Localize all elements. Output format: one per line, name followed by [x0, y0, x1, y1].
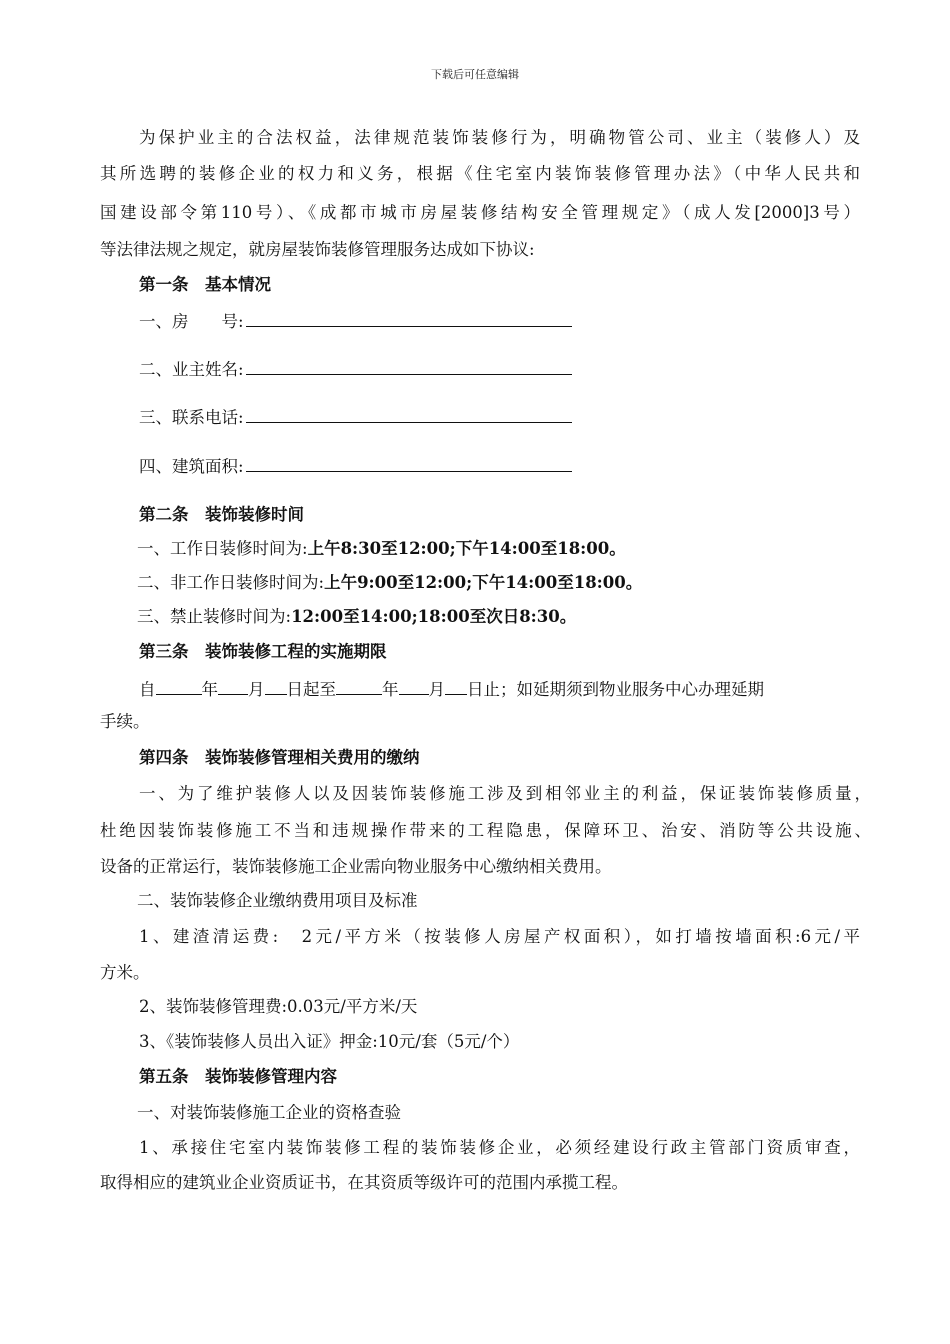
- fee-2: 2、装饰装修管理费:0.03元/平方米/天: [139, 997, 418, 1016]
- period-yue: 月: [248, 680, 265, 699]
- art5-p2-line-2: 取得相应的建筑业企业资质证书，在其资质等级许可的范围内承揽工程。: [100, 1173, 628, 1192]
- time-item-1-value: 上午8:30至12:00;下午14:00至18:00。: [307, 539, 626, 558]
- field-area-blank[interactable]: [246, 455, 572, 472]
- period-yue-2: 月: [428, 680, 445, 699]
- fee-1-line-1: 1、建渣清运费: 2元/平方米（按装修人房屋产权面积），如打墙按墙面积:6元/平: [139, 927, 860, 946]
- article-4-title: 第四条 装饰装修管理相关费用的缴纳: [139, 748, 420, 767]
- article-3-title: 第三条 装饰装修工程的实施期限: [139, 642, 387, 661]
- field-owner-name-label: 二、业主姓名:: [139, 360, 244, 379]
- intro-line-3: 国建设部令第110号）、《成都市城市房屋装修结构安全管理规定》（成人发[2000]3号）: [100, 203, 860, 222]
- time-item-2-label: 二、非工作日装修时间为:: [137, 573, 325, 592]
- fee-1-line-2: 方米。: [100, 963, 150, 982]
- art5-p2-line-1: 1、承接住宅室内装饰装修工程的装饰装修企业，必须经建设行政主管部门资质审查，: [139, 1138, 860, 1157]
- time-item-3: [137, 607, 897, 627]
- intro-line-4: 等法律法规之规定，就房屋装饰装修管理服务达成如下协议:: [100, 240, 535, 259]
- article-1-title: 第一条 基本情况: [139, 275, 271, 294]
- art5-p1: 一、对装饰装修施工企业的资格查验: [137, 1103, 401, 1122]
- article-5-title: 第五条 装饰装修管理内容: [139, 1067, 337, 1086]
- start-day-blank[interactable]: [265, 678, 287, 695]
- field-phone-blank[interactable]: [246, 406, 572, 423]
- fee-3: 3、《装饰装修人员出入证》押金:10元/套（5元/个）: [139, 1032, 520, 1051]
- art4-p1-line-1: 一、为了维护装修人以及因装饰装修施工涉及到相邻业主的利益，保证装饰装修质量，: [139, 784, 871, 803]
- field-room-number: [139, 310, 899, 332]
- period-line-2: 手续。: [100, 712, 150, 731]
- intro-line-2: 其所选聘的装修企业的权力和义务，根据《住宅室内装饰装修管理办法》（中华人民共和: [100, 164, 860, 183]
- field-phone: [139, 406, 899, 428]
- period-nian-2: 年: [382, 680, 399, 699]
- intro-line-1: 为保护业主的合法权益，法律规范装饰装修行为，明确物管公司、业主（装修人）及: [139, 128, 860, 147]
- time-item-2: [137, 573, 897, 593]
- time-item-3-value: 12:00至14:00;18:00至次日8:30。: [291, 607, 577, 626]
- time-item-2-value: 上午9:00至12:00;下午14:00至18:00。: [324, 573, 643, 592]
- time-item-3-label: 三、禁止装修时间为:: [137, 607, 292, 626]
- period-ri-from: 日起至: [286, 680, 336, 699]
- art4-p1-line-3: 设备的正常运行，装饰装修施工企业需向物业服务中心缴纳相关费用。: [100, 857, 612, 876]
- art4-p2: 二、装饰装修企业缴纳费用项目及标准: [137, 891, 418, 910]
- field-area: [139, 455, 899, 477]
- field-area-label: 四、建筑面积:: [139, 457, 244, 476]
- field-room-number-label: 一、房 号:: [139, 312, 244, 331]
- time-item-1-label: 一、工作日装修时间为:: [137, 539, 308, 558]
- field-phone-label: 三、联系电话:: [139, 408, 244, 427]
- start-month-blank[interactable]: [218, 678, 248, 695]
- period-rest: 日止；如延期须到物业服务中心办理延期: [467, 680, 764, 699]
- period-zi: 自: [139, 680, 156, 699]
- field-owner-name-blank[interactable]: [246, 358, 572, 375]
- period-line: [139, 678, 860, 700]
- art4-p1-line-2: 杜绝因装饰装修施工不当和违规操作带来的工程隐患，保障环卫、治安、消防等公共设施、: [100, 821, 871, 840]
- end-month-blank[interactable]: [399, 678, 429, 695]
- start-year-blank[interactable]: [156, 678, 202, 695]
- end-year-blank[interactable]: [336, 678, 382, 695]
- time-item-1: [137, 539, 897, 559]
- period-nian: 年: [201, 680, 218, 699]
- end-day-blank[interactable]: [445, 678, 467, 695]
- article-2-title: 第二条 装饰装修时间: [139, 505, 304, 524]
- field-owner-name: [139, 358, 899, 380]
- page-header: 下载后可任意编辑: [431, 68, 519, 81]
- field-room-number-blank[interactable]: [246, 310, 572, 327]
